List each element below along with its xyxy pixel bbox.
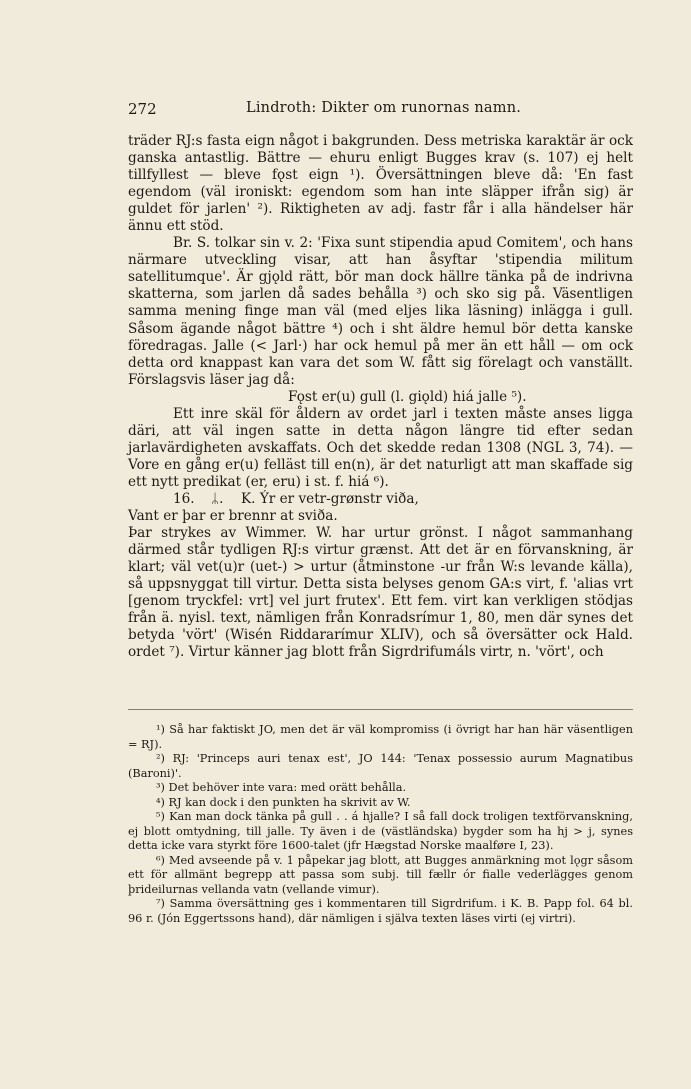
paragraph: Þar strykes av Wimmer. W. har urtur grönst. I något sammanhang därmed står tydligen RJ:s virtur grænst. Att det är en förvanskning, är klart; väl vet(u)r (uet-) > urtur (åtminstone -ur från W:s levande källa), så uppsnyggat till virtur. Detta sista belyses genom GA:s virt, f. 'alias vrt [genom tryckfel: vrt] vel jurt frutex'. Ett fem. virt kan verkligen stödjas från ä. nyisl. text, nämligen från Konradsrímur 1, 80, men där synes det betyda 'vört' (Wisén Riddararímur XLIV), och så översätter ock Hald. ordet ⁷). Virtur känner jag blott från Sigrdrifumáls virtr, n. 'vört', och bbox=[128, 525, 633, 661]
manuscript-siglum: K. bbox=[241, 490, 256, 507]
footnotes bbox=[128, 723, 633, 926]
paragraph: Br. S. tolkar sin v. 2: 'Fixa sunt stipendia apud Comitem', och hans närmare utveckling visar, att han åsyftar 'stipendia militum satellitumque'. Är gjǫld rätt, bör man dock hällre tänka på de indrivna skatterna, som jarlen då sades behålla ³) och sko sig på. Väsentligen samma mening finge man väl (med eljes lika läsning) inlägga i gull. Såsom ägande något bättre ⁴) och i sht äldre hemul bör detta kanske föredragas. Jalle (< Jarl·) har ock hemul på mer än ett håll — om ock detta ord knappast kan vara det som W. fått sig förelagt och vanställt. Förslagsvis läser jag då: bbox=[128, 235, 633, 388]
footnote: ¹) Så har faktiskt JO, men det är väl kompromiss (i övrigt har han här väsentligen = RJ). bbox=[128, 723, 633, 751]
footnote: ⁵) Kan man dock tänka på gull . . á hjalle? I så fall dock troligen textförvanskning, ej blott omtydning, till jalle. Ty även i de (västländska) bygder som ha hj > j, synes detta icke vara styrkt före 1600-talet (jfr Hægstad Norske maalføre I, 23). bbox=[128, 810, 633, 852]
running-title: Lindroth: Dikter om runornas namn. bbox=[246, 100, 522, 116]
paragraph: Ett inre skäl för åldern av ordet jarl i texten måste anses ligga däri, att väl ingen satte in detta någon längre tid efter sedan jarlavärdigheten avskaffats. Och det skedde redan 1308 (NGL 3, 74). — Vore en gång er(u) felläst till en(n), är det naturligt att man skaffade sig ett nytt predikat (er, eru) i st. f. hiá ⁶). bbox=[128, 405, 633, 490]
verse-line: Fǫst er(u) gull (l. giǫld) hiá jalle ⁵). bbox=[288, 388, 527, 405]
stanza-16 bbox=[128, 491, 633, 508]
footnote-divider bbox=[128, 709, 633, 710]
stanza-line: Ýr er vetr-grønstr viða, bbox=[259, 490, 419, 507]
page-header bbox=[128, 100, 633, 124]
stanza-number: 16. bbox=[173, 490, 195, 507]
rune-yr: ᛦ. bbox=[211, 490, 224, 507]
footnote: ⁴) RJ kan dock i den punkten ha skrivit av W. bbox=[156, 795, 411, 809]
page-number: 272 bbox=[128, 100, 157, 118]
footnote: ²) RJ: 'Princeps auri tenax est', JO 144: 'Tenax possessio aurum Magnatibus (Baroni)'. bbox=[128, 752, 633, 780]
paragraph: träder RJ:s fasta eign något i bakgrunden. Dess metriska karaktär är ock ganska antastlig. Bättre — ehuru enligt Bugges krav (s. 107) ej helt tillfyllest — bleve fǫst eign ¹). Översättningen bleve då: 'En fast egendom (väl ironiskt: egendom som han inte släpper ifrån sig) är guldet för jarlen' ²). Riktigheten av adj. fastr får i alla händelser här ännu ett stöd. bbox=[128, 133, 633, 235]
footnote: ⁶) Med avseende på v. 1 påpekar jag blott, att Bugges anmärkning mot lǫgr såsom ett för allmänt begrepp att passa som subj. till fællr ór fialle vederlägges genom þrideilurnas vellanda vatn (vellande vimur). bbox=[128, 853, 633, 896]
body-text bbox=[128, 133, 633, 661]
footnote: ³) Det behöver inte vara: med orätt behålla. bbox=[156, 781, 407, 794]
stanza-line: Vant er þar er brennr at sviða. bbox=[128, 508, 338, 525]
footnote: ⁷) Samma översättning ges i kommentaren till Sigrdrifum. i K. B. Papp fol. 64 bl. 96 r. (Jón Eggertssons hand), där nämligen i själva texten läses virti (ej virtri). bbox=[128, 897, 633, 925]
